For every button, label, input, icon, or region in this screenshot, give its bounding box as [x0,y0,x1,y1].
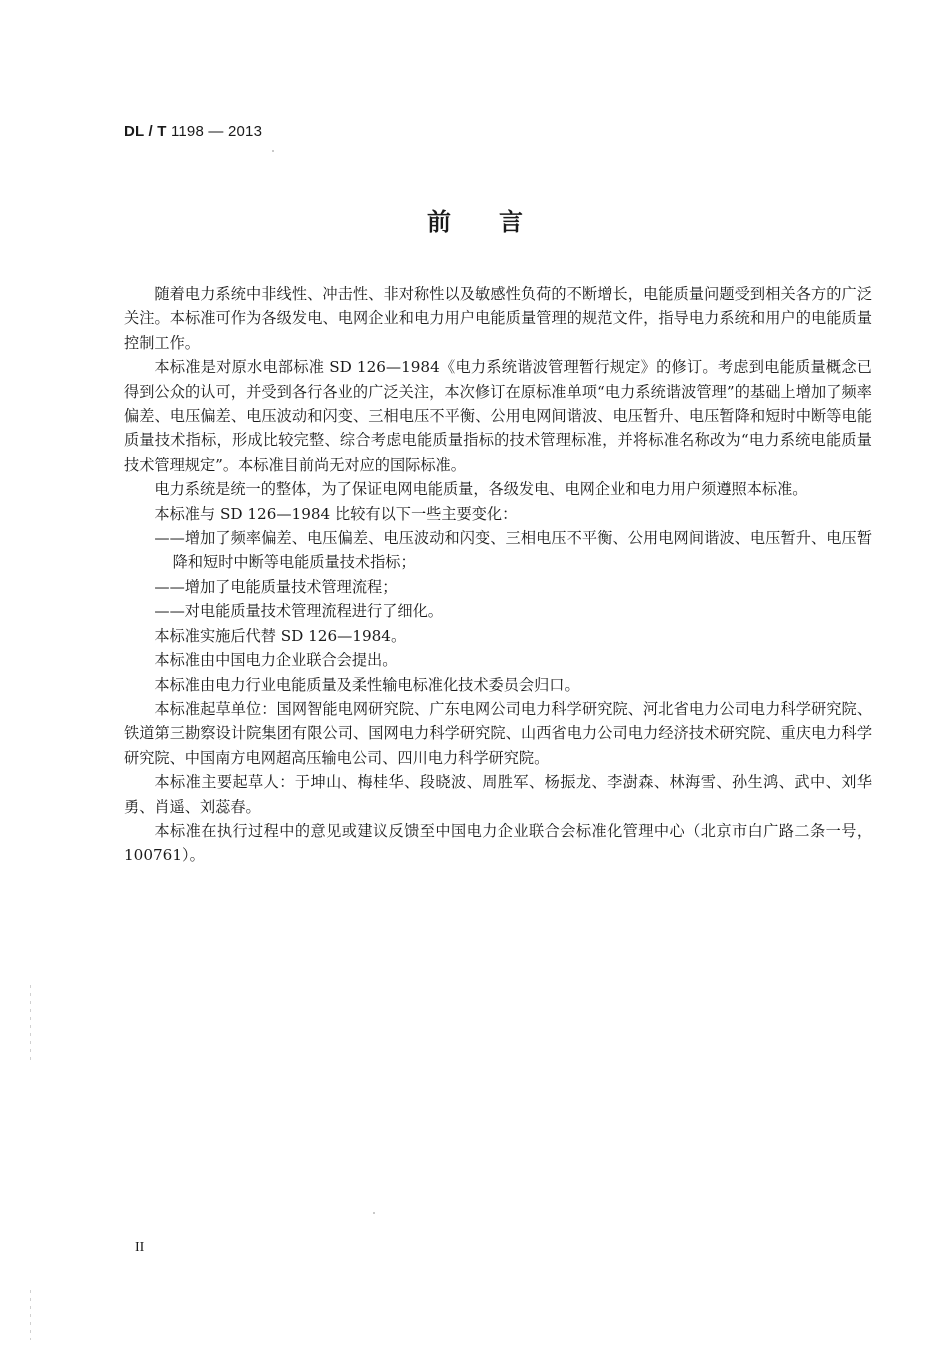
scan-speck [272,150,274,152]
document-code-prefix: DL / T [124,123,167,140]
scan-edge-mark [30,1290,31,1340]
page-title: 前言 [427,207,571,236]
paragraph-changes-intro: 本标准与 SD 126—1984 比较有以下一些主要变化： [154,504,518,523]
document-code [124,123,262,140]
change-item: ——增加了频率偏差、电压偏差、电压波动和闪变、三相电压不平衡、公用电网间谐波、电压暂升、电压暂降和短时中断等电能质量技术指标； [154,529,872,572]
change-item: ——对电能质量技术管理流程进行了细化。 [154,602,443,621]
page-number: II [135,1240,145,1255]
document-code-number: 1198 — 2013 [166,123,263,140]
scan-speck [373,1212,375,1214]
paragraph-feedback: 本标准在执行过程中的意见或建议反馈至中国电力企业联合会标准化管理中心（北京市白广路二条一号，100761）。 [124,821,872,865]
paragraph-replaces: 本标准实施后代替 SD 126—1984。 [154,626,407,645]
paragraph-drafters: 本标准主要起草人：于坤山、梅桂华、段晓波、周胜军、杨振龙、李澍森、林海雪、孙生鸿、武中、刘华勇、肖遥、刘蕊春。 [124,773,872,816]
foreword-body [124,282,872,868]
paragraph-drafting-units: 本标准起草单位：国网智能电网研究院、广东电网公司电力科学研究院、河北省电力公司电力科学研究院、铁道第三勘察设计院集团有限公司、国网电力科学研究院、山西省电力公司电力经济技术研究院、重庆电力科学研究院、中国南方电网超高压输电公司、四川电力科学研究院。 [124,699,872,767]
paragraph-background: 随着电力系统中非线性、冲击性、非对称性以及敏感性负荷的不断增长，电能质量问题受到相关各方的广泛关注。本标准可作为各级发电、电网企业和电力用户电能质量管理的规范文件，指导电力系统和用户的电能质量控制工作。 [124,285,872,352]
scan-edge-mark [30,985,31,1065]
change-item: ——增加了电能质量技术管理流程； [154,577,398,596]
paragraph-revision: 本标准是对原水电部标准 SD 126—1984《电力系统谐波管理暂行规定》的修订。考虑到电能质量概念已得到公众的认可，并受到各行各业的广泛关注，本次修订在原标准单项“电力系统谐波管理”的基础上增加了频率偏差、电压偏差、电压波动和闪变、三相电压不平衡、公用电网间谐波、电压暂升、电压暂降和短时中断等电能质量技术指标，形成比较完整、综合考虑电能质量指标的技术管理标准，并将标准名称改为“电力系统电能质量技术管理规定”。本标准目前尚无对应的国际标准。 [124,358,872,474]
paragraph-administered-by: 本标准由电力行业电能质量及柔性输电标准化技术委员会归口。 [154,675,580,694]
paragraph-compliance: 电力系统是统一的整体，为了保证电网电能质量，各级发电、电网企业和电力用户须遵照本标准。 [154,480,808,499]
paragraph-proposed-by: 本标准由中国电力企业联合会提出。 [154,651,398,670]
